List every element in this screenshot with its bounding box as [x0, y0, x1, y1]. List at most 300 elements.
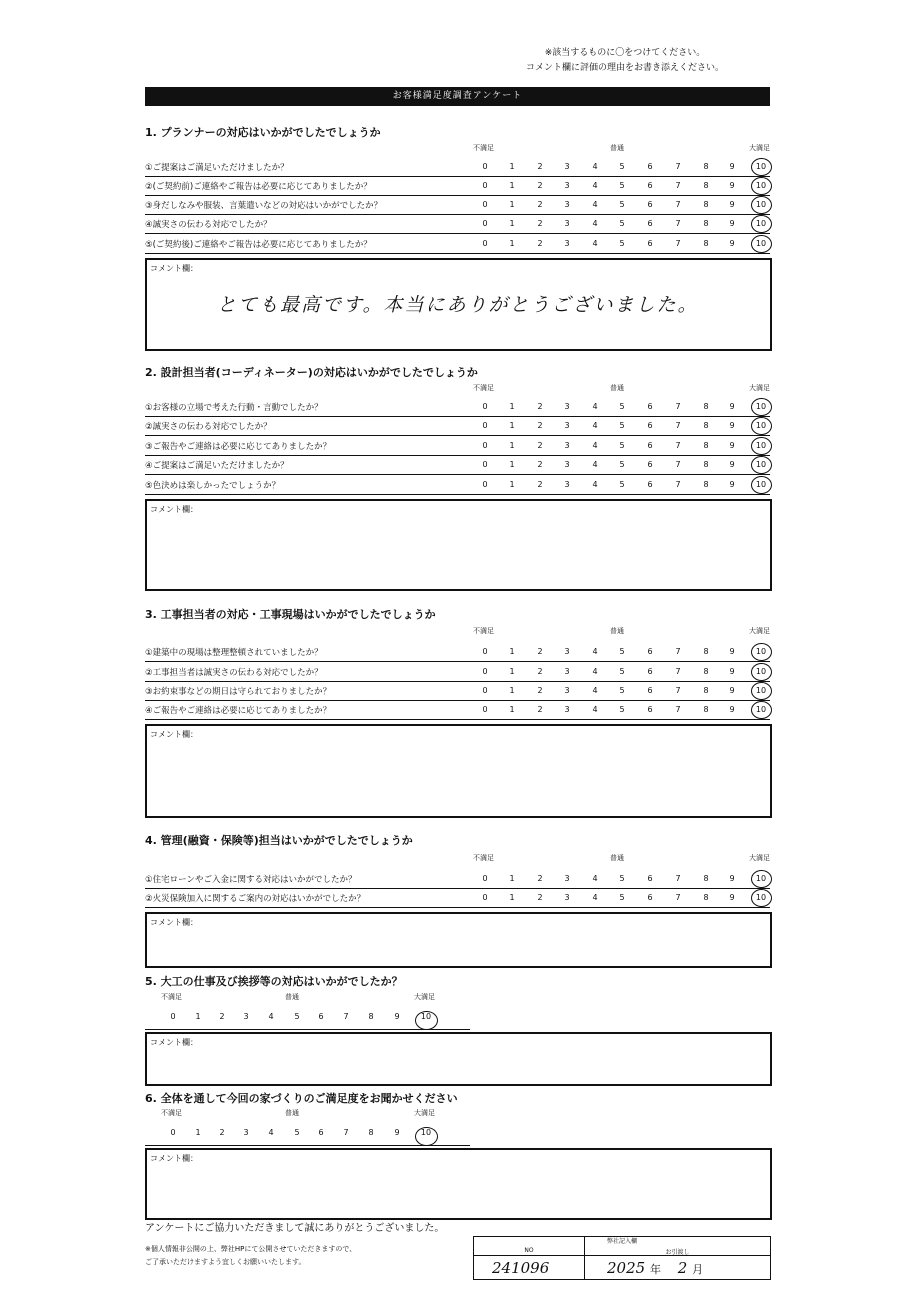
rating-option[interactable]: 1: [509, 893, 515, 902]
question-row: [145, 397, 770, 417]
rating-option[interactable]: 7: [675, 460, 681, 469]
rating-option[interactable]: 9: [729, 705, 735, 714]
rating-option[interactable]: 4: [592, 239, 598, 248]
rating-option[interactable]: 3: [564, 874, 570, 883]
comment-label: コメント欄：: [150, 505, 198, 514]
rating-underline: [145, 1029, 470, 1030]
rating-option[interactable]: 2: [537, 686, 543, 695]
rating-option[interactable]: 0: [482, 705, 488, 714]
rating-option[interactable]: 0: [482, 181, 488, 190]
rating-option[interactable]: 7: [343, 1128, 349, 1137]
rating-option[interactable]: 6: [647, 686, 653, 695]
rating-option[interactable]: 9: [729, 441, 735, 450]
rating-option[interactable]: 2: [537, 480, 543, 489]
rating-option[interactable]: 4: [592, 647, 598, 656]
comment-label: コメント欄：: [150, 264, 198, 273]
rating-option[interactable]: 6: [647, 441, 653, 450]
rating-option[interactable]: 0: [482, 686, 488, 695]
rating-option[interactable]: 3: [564, 421, 570, 430]
office-use-box: [473, 1236, 771, 1280]
rating-option[interactable]: 3: [564, 219, 570, 228]
delivery-year: 2025: [607, 1259, 646, 1277]
rating-option[interactable]: 6: [647, 647, 653, 656]
rating-option[interactable]: 6: [647, 402, 653, 411]
question-text: ①建築中の現場は整理整頓されていましたか？: [145, 648, 323, 658]
rating-option[interactable]: 1: [509, 460, 515, 469]
scale-label-low: 不満足: [473, 144, 494, 152]
privacy-note: [145, 1243, 356, 1269]
selected-rating-circle: [751, 196, 772, 214]
no-cell: [474, 1237, 585, 1279]
rating-option[interactable]: 5: [294, 1012, 300, 1021]
selected-rating-circle: [751, 643, 772, 661]
rating-option[interactable]: 6: [647, 421, 653, 430]
rating-option[interactable]: 1: [509, 480, 515, 489]
rating-option[interactable]: 7: [675, 686, 681, 695]
rating-option[interactable]: 0: [170, 1012, 176, 1021]
rating-option[interactable]: 0: [482, 239, 488, 248]
rating-option[interactable]: 2: [537, 162, 543, 171]
rating-option[interactable]: 6: [318, 1128, 324, 1137]
rating-option[interactable]: 5: [619, 402, 625, 411]
rating-option[interactable]: 0: [482, 402, 488, 411]
rating-option[interactable]: 9: [729, 200, 735, 209]
rating-option[interactable]: 5: [619, 219, 625, 228]
scale-label-mid: 普通: [610, 144, 624, 152]
rating-option[interactable]: 4: [268, 1128, 274, 1137]
privacy-note-line2: ご了承いただけますよう宜しくお願いいたします。: [145, 1258, 306, 1266]
rating-option[interactable]: 10: [420, 1012, 432, 1021]
scale-label-mid: 普通: [610, 627, 624, 635]
scale-label-high: 大満足: [414, 1109, 435, 1117]
rating-option[interactable]: 9: [394, 1128, 400, 1137]
rating-option[interactable]: 5: [619, 647, 625, 656]
rating-option[interactable]: 7: [675, 893, 681, 902]
question-row: [145, 416, 770, 436]
rating-option[interactable]: 4: [592, 219, 598, 228]
rating-option[interactable]: 5: [619, 239, 625, 248]
comment-label: コメント欄：: [150, 1038, 198, 1047]
rating-option[interactable]: 9: [729, 421, 735, 430]
rating-option[interactable]: 8: [703, 200, 709, 209]
rating-option[interactable]: 0: [482, 441, 488, 450]
comment-box[interactable]: [145, 258, 772, 351]
rating-option[interactable]: 1: [509, 162, 515, 171]
scale-label-mid: 普通: [610, 854, 624, 862]
delivery-cell: [585, 1237, 770, 1279]
comment-box[interactable]: [145, 912, 772, 968]
rating-option[interactable]: 10: [755, 162, 767, 171]
rating-option[interactable]: 9: [729, 239, 735, 248]
rating-option[interactable]: 0: [482, 219, 488, 228]
delivery-label: お引渡し: [665, 1249, 690, 1256]
instructions: [490, 46, 760, 76]
rating-option[interactable]: 4: [592, 480, 598, 489]
rating-option[interactable]: 2: [219, 1128, 225, 1137]
rating-option[interactable]: 0: [482, 667, 488, 676]
rating-option[interactable]: 10: [755, 239, 767, 248]
scale-label-low: 不満足: [473, 854, 494, 862]
rating-option[interactable]: 8: [703, 686, 709, 695]
rating-option[interactable]: 2: [537, 441, 543, 450]
rating-option[interactable]: 1: [509, 705, 515, 714]
rating-option[interactable]: 2: [537, 705, 543, 714]
rating-option[interactable]: 1: [509, 219, 515, 228]
rating-option[interactable]: 7: [675, 441, 681, 450]
rating-option[interactable]: 9: [729, 874, 735, 883]
rating-option[interactable]: 9: [729, 686, 735, 695]
rating-option[interactable]: 10: [755, 480, 767, 489]
rating-option[interactable]: 0: [482, 460, 488, 469]
selected-rating-circle: [415, 1011, 438, 1030]
section-title: 3. 工事担当者の対応・工事現場はいかがでしたでしょうか: [145, 608, 436, 621]
scale-label-high: 大満足: [749, 627, 770, 635]
rating-option[interactable]: 2: [219, 1012, 225, 1021]
rating-option[interactable]: 6: [647, 162, 653, 171]
rating-option[interactable]: 10: [755, 647, 767, 656]
rating-option[interactable]: 5: [619, 162, 625, 171]
rating-option[interactable]: 8: [703, 421, 709, 430]
rating-option[interactable]: 10: [755, 200, 767, 209]
comment-box[interactable]: [145, 1032, 772, 1086]
section-title: 2. 設計担当者(コーディネーター)の対応はいかがでしたでしょうか: [145, 366, 478, 379]
delivery-date: [607, 1259, 703, 1277]
question-row: [145, 662, 770, 682]
section-title: 6. 全体を通して今回の家づくりのご満足度をお聞かせください: [145, 1092, 458, 1105]
rating-option[interactable]: 8: [703, 402, 709, 411]
rating-option[interactable]: 4: [592, 667, 598, 676]
rating-option[interactable]: 6: [647, 239, 653, 248]
rating-option[interactable]: 6: [647, 874, 653, 883]
rating-option[interactable]: 6: [647, 200, 653, 209]
rating-option[interactable]: 2: [537, 402, 543, 411]
rating-option[interactable]: 1: [509, 181, 515, 190]
rating-option[interactable]: 1: [509, 874, 515, 883]
rating-option[interactable]: 7: [675, 181, 681, 190]
question-text: ①ご提案はご満足いただけましたか？: [145, 163, 289, 173]
rating-option[interactable]: 2: [537, 181, 543, 190]
rating-option[interactable]: 7: [675, 874, 681, 883]
rating-option[interactable]: 4: [592, 441, 598, 450]
rating-option[interactable]: 9: [729, 219, 735, 228]
rating-option[interactable]: 3: [564, 402, 570, 411]
rating-option[interactable]: 8: [703, 219, 709, 228]
survey-title-bar: お客様満足度調査アンケート: [145, 87, 770, 106]
scale-label-high: 大満足: [749, 144, 770, 152]
instruction-comment-note: コメント欄に評価の理由をお書き添えください。: [525, 63, 724, 73]
rating-option[interactable]: 10: [755, 421, 767, 430]
selected-rating-circle: [751, 177, 772, 195]
rating-option[interactable]: 4: [592, 705, 598, 714]
question-text: ④ご報告やご連絡は必要に応じてありましたか？: [145, 706, 332, 716]
selected-rating-circle: [751, 437, 772, 455]
question-row: [145, 455, 770, 475]
selected-rating-circle: [751, 456, 772, 474]
rating-option[interactable]: 1: [195, 1128, 201, 1137]
rating-option[interactable]: 8: [703, 667, 709, 676]
rating-option[interactable]: 9: [729, 647, 735, 656]
rating-option[interactable]: 9: [394, 1012, 400, 1021]
rating-option[interactable]: 10: [755, 441, 767, 450]
comment-label: コメント欄：: [150, 1154, 198, 1163]
rating-option[interactable]: 8: [703, 874, 709, 883]
rating-option[interactable]: 2: [537, 421, 543, 430]
rating-option[interactable]: 2: [537, 874, 543, 883]
rating-option[interactable]: 1: [509, 647, 515, 656]
scale-label-mid: 普通: [285, 1109, 299, 1117]
rating-option[interactable]: 7: [675, 200, 681, 209]
rating-option[interactable]: 1: [509, 239, 515, 248]
question-text: ②誠実さの伝わる対応でしたか？: [145, 422, 272, 432]
rating-option[interactable]: 7: [675, 219, 681, 228]
instruction-circle-note: ※該当するものに〇をつけてください。: [544, 48, 706, 58]
question-text: ③身だしなみや服装、言葉遣いなどの対応はいかがでしたか？: [145, 201, 383, 211]
rating-option[interactable]: 8: [703, 239, 709, 248]
rating-option[interactable]: 8: [703, 705, 709, 714]
rating-option[interactable]: 5: [619, 460, 625, 469]
rating-option[interactable]: 5: [619, 705, 625, 714]
selected-rating-circle: [751, 682, 772, 700]
rating-option[interactable]: 9: [729, 181, 735, 190]
rating-option[interactable]: 7: [675, 239, 681, 248]
selected-rating-circle: [751, 215, 772, 233]
question-row: [145, 157, 770, 177]
rating-option[interactable]: 8: [703, 480, 709, 489]
rating-option[interactable]: 4: [592, 460, 598, 469]
rating-option[interactable]: 1: [509, 441, 515, 450]
rating-option[interactable]: 4: [592, 893, 598, 902]
rating-option[interactable]: 1: [509, 686, 515, 695]
rating-option[interactable]: 1: [195, 1012, 201, 1021]
rating-option[interactable]: 3: [564, 893, 570, 902]
rating-option[interactable]: 5: [619, 480, 625, 489]
scale-label-mid: 普通: [610, 384, 624, 392]
question-text: ①住宅ローンやご入金に関する対応はいかがでしたか？: [145, 875, 357, 885]
rating-option[interactable]: 10: [755, 667, 767, 676]
rating-option[interactable]: 8: [703, 460, 709, 469]
rating-option[interactable]: 4: [592, 686, 598, 695]
rating-option[interactable]: 2: [537, 667, 543, 676]
rating-option[interactable]: 2: [537, 647, 543, 656]
rating-option[interactable]: 10: [755, 874, 767, 883]
rating-option[interactable]: 0: [482, 647, 488, 656]
rating-option[interactable]: 0: [482, 480, 488, 489]
selected-rating-circle: [415, 1127, 438, 1146]
comment-box[interactable]: [145, 724, 772, 818]
rating-option[interactable]: 5: [619, 421, 625, 430]
rating-option[interactable]: 7: [675, 647, 681, 656]
selected-rating-circle: [751, 889, 772, 907]
rating-option[interactable]: 2: [537, 893, 543, 902]
rating-option[interactable]: 4: [592, 162, 598, 171]
rating-option[interactable]: 2: [537, 200, 543, 209]
rating-option[interactable]: 7: [675, 402, 681, 411]
question-text: ②工事担当者は誠実さの伝わる対応でしたか？: [145, 668, 323, 678]
rating-option[interactable]: 9: [729, 893, 735, 902]
question-text: ④誠実さの伝わる対応でしたか？: [145, 220, 272, 230]
question-row: [145, 234, 770, 254]
rating-option[interactable]: 3: [564, 705, 570, 714]
rating-option[interactable]: 4: [592, 421, 598, 430]
rating-option[interactable]: 3: [243, 1012, 249, 1021]
question-text: ④ご提案はご満足いただけましたか？: [145, 461, 289, 471]
rating-option[interactable]: 3: [564, 686, 570, 695]
comment-box[interactable]: [145, 1148, 772, 1220]
scale-label-high: 大満足: [749, 384, 770, 392]
rating-option[interactable]: 4: [592, 402, 598, 411]
rating-option[interactable]: 8: [368, 1012, 374, 1021]
question-text: ③お約束事などの期日は守られておりましたか？: [145, 687, 332, 697]
rating-option[interactable]: 7: [675, 480, 681, 489]
scale-label-mid: 普通: [285, 993, 299, 1001]
rating-option[interactable]: 0: [482, 200, 488, 209]
rating-option[interactable]: 6: [647, 893, 653, 902]
rating-option[interactable]: 4: [592, 181, 598, 190]
rating-option[interactable]: 10: [420, 1128, 432, 1137]
scale-label-low: 不満足: [473, 384, 494, 392]
rating-option[interactable]: 10: [755, 181, 767, 190]
rating-option[interactable]: 3: [564, 480, 570, 489]
rating-option[interactable]: 5: [619, 181, 625, 190]
rating-option[interactable]: 0: [482, 893, 488, 902]
rating-option[interactable]: 4: [592, 874, 598, 883]
rating-option[interactable]: 10: [755, 705, 767, 714]
rating-option[interactable]: 5: [619, 667, 625, 676]
rating-option[interactable]: 9: [729, 667, 735, 676]
rating-option[interactable]: 3: [564, 162, 570, 171]
rating-option[interactable]: 3: [564, 460, 570, 469]
question-text: ③ご報告やご連絡は必要に応じてありましたか？: [145, 442, 332, 452]
rating-option[interactable]: 2: [537, 239, 543, 248]
rating-option[interactable]: 1: [509, 402, 515, 411]
section-title: 1. プランナーの対応はいかがでしたでしょうか: [145, 126, 381, 139]
rating-option[interactable]: 4: [592, 200, 598, 209]
rating-option[interactable]: 5: [294, 1128, 300, 1137]
rating-option[interactable]: 3: [243, 1128, 249, 1137]
rating-option[interactable]: 3: [564, 181, 570, 190]
rating-option[interactable]: 10: [755, 686, 767, 695]
rating-option[interactable]: 10: [755, 402, 767, 411]
rating-option[interactable]: 2: [537, 219, 543, 228]
rating-option[interactable]: 3: [564, 200, 570, 209]
question-row: [145, 700, 770, 720]
rating-option[interactable]: 8: [703, 647, 709, 656]
question-text: ⑤(ご契約後)ご連絡やご報告は必要に応じてありましたか？: [145, 240, 372, 250]
rating-option[interactable]: 5: [619, 686, 625, 695]
rating-option[interactable]: 8: [703, 893, 709, 902]
scale-label-low: 不満足: [473, 627, 494, 635]
rating-option[interactable]: 1: [509, 421, 515, 430]
rating-option[interactable]: 5: [619, 874, 625, 883]
rating-option[interactable]: 8: [703, 181, 709, 190]
comment-label: コメント欄：: [150, 730, 198, 739]
question-text: ⑤色決めは楽しかったでしょうか？: [145, 481, 281, 491]
rating-option[interactable]: 4: [268, 1012, 274, 1021]
selected-rating-circle: [751, 417, 772, 435]
comment-box[interactable]: [145, 499, 772, 591]
delivery-month-unit: 月: [692, 1263, 704, 1276]
rating-option[interactable]: 7: [675, 162, 681, 171]
rating-option[interactable]: 9: [729, 460, 735, 469]
scale-label-high: 大満足: [414, 993, 435, 1001]
no-value: 241096: [492, 1259, 550, 1277]
scale-label-low: 不満足: [161, 993, 182, 1001]
rating-option[interactable]: 10: [755, 893, 767, 902]
rating-option[interactable]: 6: [647, 181, 653, 190]
rating-option[interactable]: 9: [729, 480, 735, 489]
rating-option[interactable]: 5: [619, 200, 625, 209]
rating-option[interactable]: 0: [482, 421, 488, 430]
rating-option[interactable]: 0: [482, 874, 488, 883]
rating-option[interactable]: 6: [647, 667, 653, 676]
privacy-note-line1: ※個人情報非公開の上、弊社HPにて公開させていただきますので、: [145, 1245, 357, 1253]
question-row: [145, 642, 770, 662]
scale-label-low: 不満足: [161, 1109, 182, 1117]
rating-option[interactable]: 7: [675, 667, 681, 676]
rating-option[interactable]: 7: [675, 421, 681, 430]
rating-option[interactable]: 3: [564, 667, 570, 676]
rating-option[interactable]: 8: [368, 1128, 374, 1137]
question-row: [145, 176, 770, 196]
selected-rating-circle: [751, 476, 772, 494]
question-text: ②火災保険加入に関するご案内の対応はいかがでしたか？: [145, 894, 366, 904]
section-title: 4. 管理(融資・保険等)担当はいかがでしたでしょうか: [145, 834, 413, 847]
rating-option[interactable]: 7: [675, 705, 681, 714]
selected-rating-circle: [751, 235, 772, 253]
rating-option[interactable]: 6: [647, 460, 653, 469]
question-text: ①お客様の立場で考えた行動・言動でしたか？: [145, 403, 323, 413]
rating-option[interactable]: 10: [755, 219, 767, 228]
rating-option[interactable]: 3: [564, 441, 570, 450]
rating-option[interactable]: 6: [647, 480, 653, 489]
rating-option[interactable]: 0: [170, 1128, 176, 1137]
rating-underline: [145, 1145, 470, 1146]
rating-option[interactable]: 9: [729, 402, 735, 411]
question-row: [145, 195, 770, 215]
office-use-header: 弊社記入欄: [606, 1238, 637, 1245]
rating-option[interactable]: 1: [509, 667, 515, 676]
rating-option[interactable]: 3: [564, 239, 570, 248]
rating-option[interactable]: 5: [619, 893, 625, 902]
rating-option[interactable]: 3: [564, 647, 570, 656]
rating-option[interactable]: 6: [647, 219, 653, 228]
rating-option[interactable]: 7: [343, 1012, 349, 1021]
question-row: [145, 214, 770, 234]
section-title: 5. 大工の仕事及び挨拶等の対応はいかがでしたか？: [145, 975, 403, 988]
selected-rating-circle: [751, 870, 772, 888]
selected-rating-circle: [751, 701, 772, 719]
no-label: NO: [524, 1247, 534, 1254]
question-row: [145, 436, 770, 456]
rating-option[interactable]: 2: [537, 460, 543, 469]
delivery-year-unit: 年: [649, 1263, 661, 1276]
rating-option[interactable]: 6: [318, 1012, 324, 1021]
delivery-month: 2: [677, 1259, 688, 1277]
rating-option[interactable]: 10: [755, 460, 767, 469]
selected-rating-circle: [751, 663, 772, 681]
rating-option[interactable]: 0: [482, 162, 488, 171]
rating-option[interactable]: 5: [619, 441, 625, 450]
rating-option[interactable]: 1: [509, 200, 515, 209]
question-text: ②(ご契約前)ご連絡やご報告は必要に応じてありましたか？: [145, 182, 372, 192]
rating-option[interactable]: 6: [647, 705, 653, 714]
comment-label: コメント欄：: [150, 918, 198, 927]
question-row: [145, 888, 770, 908]
rating-option[interactable]: 8: [703, 441, 709, 450]
rating-option[interactable]: 8: [703, 162, 709, 171]
rating-option[interactable]: 9: [729, 162, 735, 171]
thanks-message: アンケートにご協力いただきまして誠にありがとうございました。: [145, 1223, 445, 1234]
